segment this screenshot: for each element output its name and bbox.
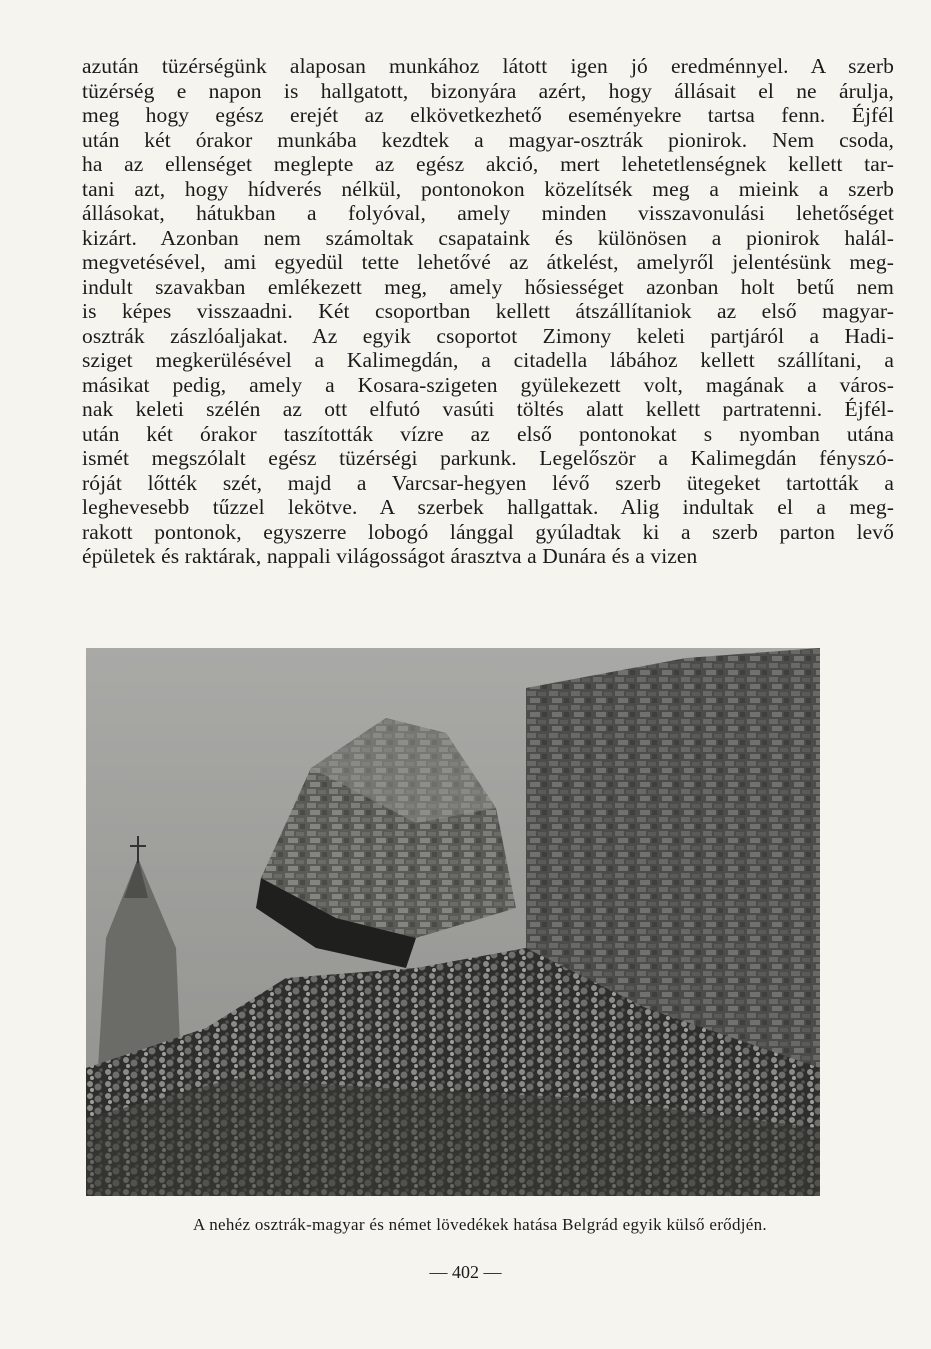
text-line: azután tüzérségünk alaposan munkához látott igen jó eredménnyel. A szerb <box>82 54 894 78</box>
text-line: sziget megkerülésével a Kalimegdán, a citadella lábához kellett szállítani, a <box>82 348 894 372</box>
text-line: épületek és raktárak, nappali világosságot árasztva a Dunára és a vizen <box>82 544 698 568</box>
text-line: másikat pedig, amely a Kosara-szigeten gyülekezett volt, magának a város- <box>82 372 894 397</box>
text-line: meg hogy egész erejét az elkövetkezhető eseményekre tartsa fenn. Éjfél <box>82 103 894 127</box>
text-line: ha az ellenséget meglepte az egész akció, mert lehetetlenségnek kellett tar- <box>82 152 894 176</box>
text-line: kizárt. Azonban nem számoltak csapataink és különösen a pionirok halál- <box>82 225 894 250</box>
text-line: nak keleti szélén az ott elfutó vasúti töltés alatt kellett partratenni. Éjfél- <box>82 397 894 421</box>
text-line: osztrák zászlóaljakat. Az egyik csoportot Zimony keleti partjáról a Hadi- <box>82 323 894 348</box>
text-line: ismét megszólalt egész tüzérségi parkunk. Legelőször a Kalimegdán fényszó- <box>82 446 894 470</box>
text-line: leghevesebb tűzzel lekötve. A szerbek hallgattak. Alig indultak el a meg- <box>82 495 894 519</box>
text-line: róját lőtték szét, majd a Varcsar-hegyen lévő szerb ütegeket tartották a <box>82 470 894 495</box>
fortress-ruin-photo <box>86 648 820 1196</box>
text-line: is képes visszaadni. Két csoportban kellett átszállítaniok az első magyar- <box>82 299 894 323</box>
text-line: állásokat, hátukban a folyóval, amely minden visszavonulási lehetőséget <box>82 201 894 225</box>
text-line: tani azt, hogy hídverés nélkül, pontonokon közelítsék meg a mieink a szerb <box>82 176 894 201</box>
page-number: — 402 — <box>429 1262 502 1282</box>
text-line: után két órakor taszították vízre az első pontonokat s nyomban utána <box>82 421 894 446</box>
photo-caption: A nehéz osztrák-magyar és német lövedékek hatása Belgrád egyik külső erődjén. <box>193 1215 767 1234</box>
text-line: indult szavakban emlékezett meg, amely hősiességet azonban holt betű nem <box>82 274 894 299</box>
body-text <box>82 54 894 569</box>
text-line: rakott pontonok, egyszerre lobogó lánggal gyúladtak ki a szerb parton levő <box>82 519 894 544</box>
text-line: megvetésével, ami egyedül tette lehetővé az átkelést, amelyről jelentésünk meg- <box>82 250 894 274</box>
text-line: után két órakor munkába kezdtek a magyar-osztrák pionirok. Nem csoda, <box>82 127 894 152</box>
text-line: tüzérség e napon is hallgatott, bizonyára azért, hogy állásait el ne árulja, <box>82 78 894 103</box>
